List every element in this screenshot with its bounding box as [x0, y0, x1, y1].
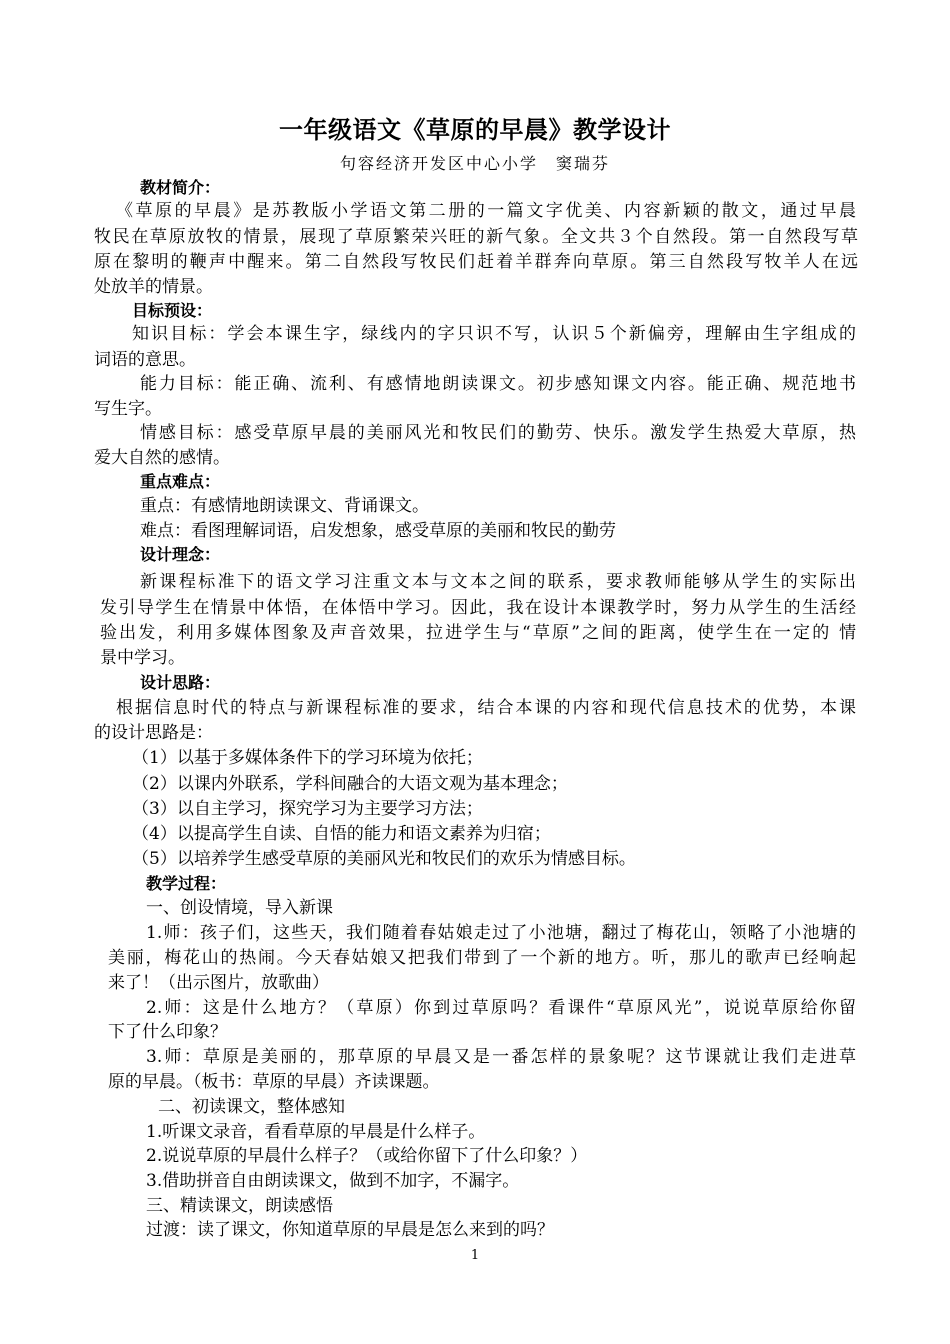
list-item: （5）以培养学生感受草原的美丽风光和牧民们的欢乐为情感目标。 [132, 849, 636, 869]
document-title: 一年级语文《草原的早晨》教学设计 [279, 116, 671, 144]
text-line: 验出发，利用多媒体图象及声音效果，拉进学生与“草原”之间的距离，使学生在一定的 情 [100, 623, 856, 643]
text-line: 1.听课文录音，看看草原的早晨是什么样子。 [146, 1122, 486, 1142]
heading-teaching-process: 教学过程： [146, 874, 227, 893]
section-heading: 三、精读课文，朗读感悟 [146, 1196, 333, 1216]
heading-key-points: 重点难点： [140, 472, 221, 491]
text-line: 1.师：孩子们，这些天，我们随着春姑娘走过了小池塘，翻过了梅花山，领略了小池塘的 [146, 923, 856, 943]
text-line: 发引导学生在情景中体悟，在体悟中学习。因此，我在设计本课教学时，努力从学生的生活经 [100, 598, 856, 618]
heading-materials: 教材简介： [140, 178, 221, 197]
text-line: 景中学习。 [100, 648, 185, 668]
text-line: 情感目标：感受草原早晨的美丽风光和牧民们的勤劳、快乐。激发学生热爱大草原，热 [140, 423, 856, 443]
text-line: 的设计思路是： [94, 723, 213, 743]
text-line: 词语的意思。 [94, 350, 196, 370]
page-number: 1 [470, 1248, 480, 1263]
section-heading: 二、初读课文，整体感知 [158, 1097, 345, 1117]
text-line: 美丽，梅花山的热闹。今天春姑娘又把我们带到了一个新的地方。听，那儿的歌声已经响起 [108, 948, 856, 968]
text-line: 处放羊的情景。 [94, 277, 213, 297]
text-line: 《草原的早晨》是苏教版小学语文第二册的一篇文字优美、内容新颖的散文，通过早晨 [116, 201, 856, 221]
heading-design-approach: 设计思路： [140, 673, 221, 692]
text-line: 爱大自然的感情。 [94, 448, 230, 468]
text-line: 难点：看图理解词语，启发想象，感受草原的美丽和牧民的勤劳 [140, 521, 616, 541]
text-line: 2.说说草原的早晨什么样子？（或给你留下了什么印象？） [146, 1146, 588, 1166]
list-item: （3）以自主学习，探究学习为主要学习方法； [132, 799, 483, 819]
text-line: 根据信息时代的特点与新课程标准的要求，结合本课的内容和现代信息技术的优势，本课 [116, 698, 856, 718]
author-line: 句容经济开发区中心小学 窦瑞芬 [339, 154, 610, 173]
text-line: 3.师：草原是美丽的，那草原的早晨又是一番怎样的景象呢？这节课就让我们走进草 [146, 1047, 856, 1067]
list-item: （2）以课内外联系，学科间融合的大语文观为基本理念； [132, 774, 568, 794]
text-line: 牧民在草原放牧的情景，展现了草原繁荣兴旺的新气象。全文共３个自然段。第一自然段写草 [94, 227, 858, 247]
heading-design-concept: 设计理念： [140, 545, 221, 564]
text-line: 2.师：这是什么地方？（草原）你到过草原吗？看课件“草原风光”，说说草原给你留 [146, 998, 856, 1018]
list-item: （1）以基于多媒体条件下的学习环境为依托； [132, 748, 483, 768]
text-line: 原在黎明的鞭声中醒来。第二自然段写牧民们赶着羊群奔向草原。第三自然段写牧羊人在远 [94, 252, 858, 272]
text-line: 知识目标：学会本课生字，绿线内的字只识不写，认识５个新偏旁，理解由生字组成的 [132, 324, 856, 344]
list-item: （4）以提高学生自读、自悟的能力和语文素养为归宿； [132, 824, 551, 844]
section-heading: 一、创设情境，导入新课 [146, 898, 333, 918]
text-line: 能力目标：能正确、流利、有感情地朗读课文。初步感知课文内容。能正确、规范地书 [140, 374, 856, 394]
text-line: 重点：有感情地朗读课文、背诵课文。 [140, 496, 429, 516]
heading-goals: 目标预设： [132, 301, 213, 320]
text-line: 下了什么印象？ [108, 1022, 227, 1042]
text-line: 来了！（出示图片，放歌曲） [108, 973, 329, 993]
text-line: 过渡：读了课文，你知道草原的早晨是怎么来到的吗？ [146, 1220, 554, 1240]
text-line: 写生字。 [94, 399, 162, 419]
text-line: 3.借助拼音自由朗读课文，做到不加字，不漏字。 [146, 1171, 520, 1191]
text-line: 新课程标准下的语文学习注重文本与文本之间的联系，要求教师能够从学生的实际出 [140, 572, 856, 592]
text-line: 原的早晨。（板书：草原的早晨）齐读课题。 [108, 1072, 440, 1092]
